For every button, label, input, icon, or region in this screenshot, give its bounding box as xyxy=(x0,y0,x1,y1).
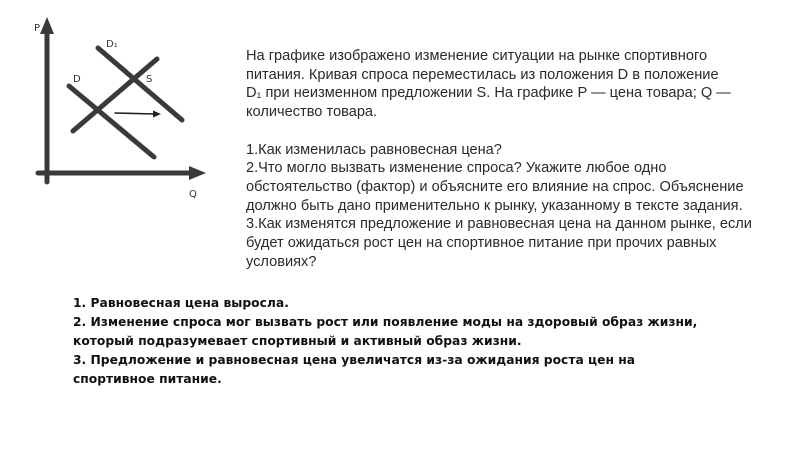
question-line: 1.Как изменилась равновесная цена? xyxy=(246,141,502,158)
question-line: будет ожидаться рост цен на спортивное питание при прочих равных xyxy=(246,235,717,252)
curve-d-label: D xyxy=(73,74,81,85)
question-line: условиях? xyxy=(246,253,317,270)
intro-line: На графике изображено изменение ситуации на рынке спортивного xyxy=(246,48,708,64)
question-line: 2.Что могло вызвать изменение спроса? Укажите любое одно xyxy=(246,160,667,177)
shift-arrow-head xyxy=(153,111,161,118)
axis-x-label: Q xyxy=(189,189,197,200)
answer-line: который подразумевает спортивный и активный образ жизни. xyxy=(73,334,522,348)
supply-curve-s xyxy=(73,59,157,131)
answer-line: 1. Равновесная цена выросла. xyxy=(73,296,289,310)
question-line: обстоятельство (фактор) и объясните его влияние на спрос. Объяснение xyxy=(246,178,744,195)
curve-s-label: S xyxy=(146,74,153,85)
shift-arrow-line xyxy=(115,113,155,114)
intro-line: питания. Кривая спроса переместилась из положения D в положение xyxy=(246,66,719,83)
answer-line: спортивное питание. xyxy=(73,372,222,386)
answers-text xyxy=(73,294,713,389)
supply-demand-diagram xyxy=(0,0,230,210)
x-axis-arrowhead xyxy=(189,166,206,180)
task-text xyxy=(246,47,786,271)
intro-line: D₁ при неизменном предложении S. На графике P — цена товара; Q — xyxy=(246,85,731,102)
answer-line: 2. Изменение спроса мог вызвать рост или появление моды на здоровый образ жизни, xyxy=(73,315,698,329)
axis-y-label: P xyxy=(34,23,41,34)
y-axis-arrowhead xyxy=(40,17,54,34)
intro-line: количество товара. xyxy=(246,104,378,121)
demand-curve-d1 xyxy=(98,48,182,120)
curve-d1-label: D₁ xyxy=(106,39,118,50)
question-line: должно быть дано применительно к рынку, указанному в тексте задания. xyxy=(246,197,743,214)
question-line: 3.Как изменятся предложение и равновесная цена на данном рынке, если xyxy=(246,216,752,233)
answer-line: 3. Предложение и равновесная цена увеличатся из-за ожидания роста цен на xyxy=(73,353,636,367)
